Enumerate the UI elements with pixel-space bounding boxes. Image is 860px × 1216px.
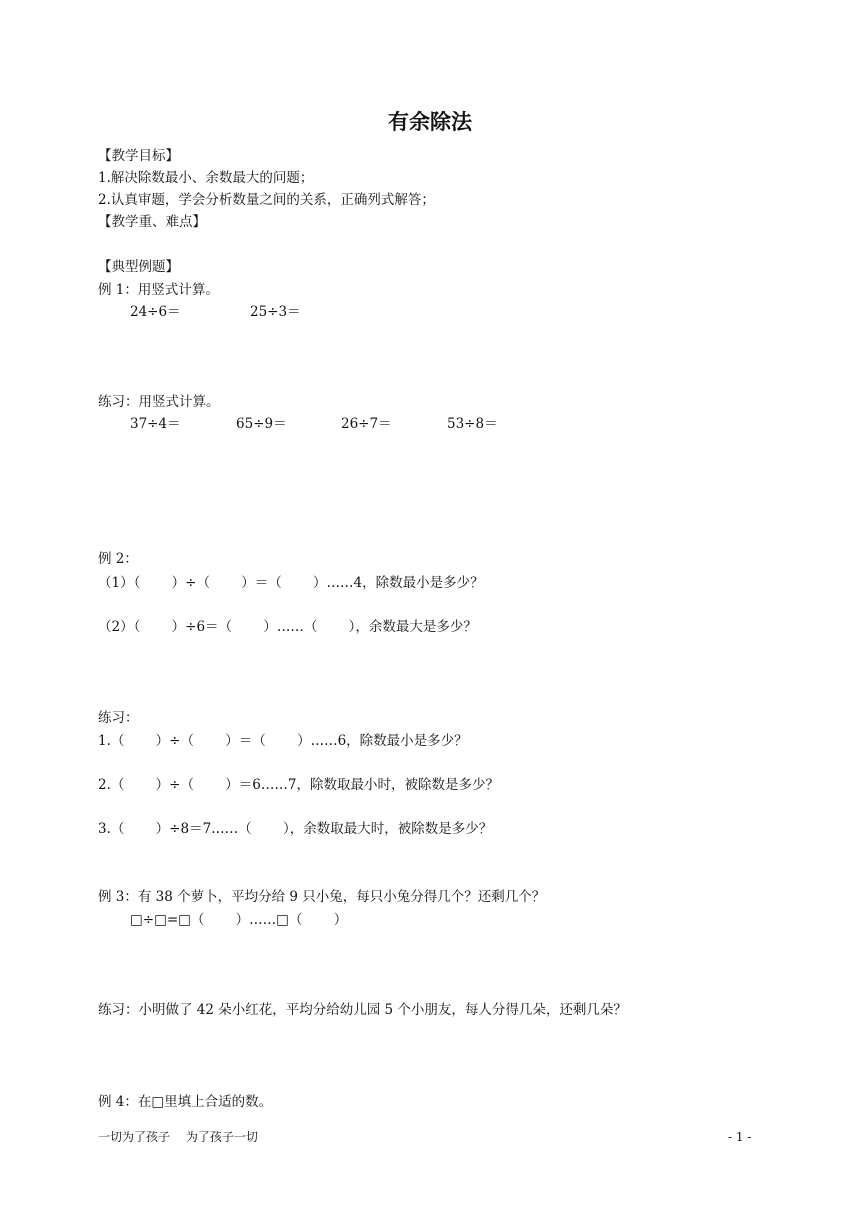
example-4-prompt: 例 4：在□里填上合适的数。 <box>98 1094 273 1110</box>
practice-2-question-2: 2.（ ）÷（ ）＝6……7，除数取最小时，被除数是多少？ <box>98 777 499 793</box>
goals-heading: 【教学目标】 <box>98 148 179 164</box>
key-points-heading: 【教学重、难点】 <box>98 214 206 230</box>
practice-2-question-3: 3.（ ）÷8＝7……（ ），余数取最大时，被除数是多少？ <box>98 821 493 837</box>
example-3-template: □÷□=□（ ）……□（ ） <box>130 912 348 928</box>
practice-1-problem: 37÷4＝ <box>130 416 181 432</box>
practice-1-problem: 26÷7＝ <box>341 416 392 432</box>
goal-2: 2.认真审题，学会分析数量之间的关系，正确列式解答； <box>98 192 435 208</box>
practice-1-prompt: 练习：用竖式计算。 <box>98 394 220 410</box>
practice-1-problem: 53÷8＝ <box>447 416 498 432</box>
practice-3-prompt: 练习：小明做了 42 朵小红花，平均分给幼儿园 5 个小朋友，每人分得几朵，还剩几朵？ <box>98 1002 627 1018</box>
goal-1: 1.解决除数最小、余数最大的问题； <box>98 170 314 186</box>
example-2-question-1: （1）（ ）÷（ ）＝（ ）……4，除数最小是多少？ <box>98 575 484 591</box>
examples-heading: 【典型例题】 <box>98 259 179 275</box>
example-3-prompt: 例 3：有 38 个萝卜，平均分给 9 只小兔，每只小兔分得几个？还剩几个？ <box>98 889 546 905</box>
example-2-question-2: （2）（ ）÷6＝（ ）……（ ），余数最大是多少？ <box>98 619 477 635</box>
page-title: 有余除法 <box>388 109 472 134</box>
footer-motto: 一切为了孩子 为了孩子一切 <box>98 1130 258 1144</box>
example-1-prompt: 例 1：用竖式计算。 <box>98 282 219 298</box>
practice-2-label: 练习： <box>98 710 139 726</box>
page-number: - 1 - <box>728 1130 752 1144</box>
example-1-problem: 24÷6＝ <box>130 304 181 320</box>
example-2-label: 例 2： <box>98 551 138 567</box>
example-1-problem: 25÷3＝ <box>250 304 301 320</box>
practice-1-problem: 65÷9＝ <box>236 416 287 432</box>
practice-2-question-1: 1.（ ）÷（ ）＝（ ）……6，除数最小是多少？ <box>98 733 468 749</box>
